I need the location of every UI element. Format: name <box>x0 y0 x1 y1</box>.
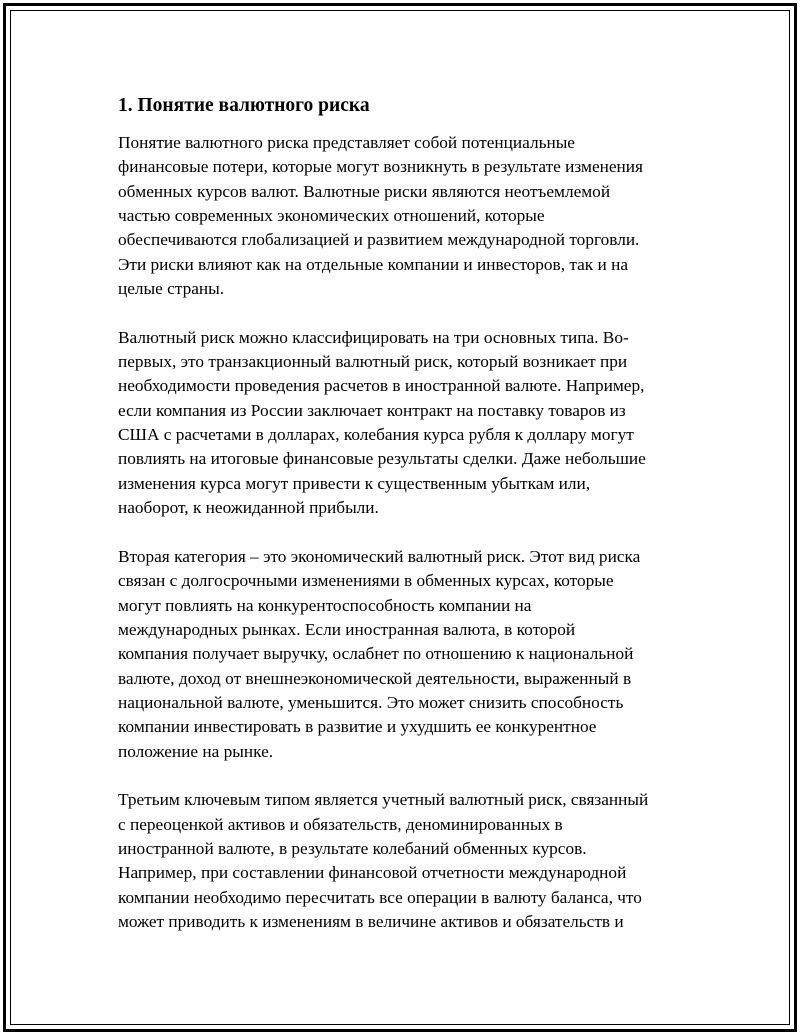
text-line: обменных курсов валют. Валютные риски являются неотъемлемой <box>118 181 611 201</box>
paragraph-1 <box>118 131 698 301</box>
text-line: изменения курса могут привести к существенным убыткам или, <box>118 473 591 493</box>
paragraph-2 <box>118 326 698 521</box>
text-line: связан с долгосрочными изменениями в обменных курсах, которые <box>118 571 614 591</box>
text-line: Третьим ключевым типом является учетный валютный риск, связанный <box>118 790 649 810</box>
section-heading: 1. Понятие валютного риска <box>118 95 370 116</box>
text-line: могут повлиять на конкурентоспособность компании на <box>118 595 532 615</box>
text-line: с переоценкой активов и обязательств, деноминированных в <box>118 814 563 834</box>
paragraph-4 <box>118 788 698 934</box>
text-line: национальной валюте, уменьшится. Это может снизить способность <box>118 692 624 712</box>
document-page <box>118 93 698 959</box>
text-line: обеспечиваются глобализацией и развитием международной торговли. <box>118 230 640 250</box>
text-line: Вторая категория – это экономический валютный риск. Этот вид риска <box>118 546 641 566</box>
text-line: Понятие валютного риска представляет собой потенциальные <box>118 133 575 152</box>
text-line: компании инвестировать в развитие и ухудшить ее конкурентное <box>118 717 597 737</box>
text-line: Валютный риск можно классифицировать на три основных типа. Во- <box>118 327 629 347</box>
text-line: компания получает выручку, ослабнет по отношению к национальной <box>118 644 634 664</box>
text-line: частью современных экономических отношений, которые <box>118 206 545 226</box>
text-line: США с расчетами в долларах, колебания курса рубля к доллару могут <box>118 425 634 445</box>
text-line: финансовые потери, которые могут возникнуть в результате изменения <box>118 157 643 177</box>
text-line: Эти риски влияют как на отдельные компании и инвесторов, так и на <box>118 254 628 274</box>
text-line: необходимости проведения расчетов в иностранной валюте. Например, <box>118 376 645 396</box>
text-line: если компания из России заключает контракт на поставку товаров из <box>118 400 626 420</box>
text-line: целые страны. <box>118 279 225 299</box>
text-line: может приводить к изменениям в величине активов и обязательств и <box>118 912 624 931</box>
text-line: иностранной валюте, в результате колебаний обменных курсов. <box>118 838 587 858</box>
text-line: наоборот, к неожиданной прибыли. <box>118 498 379 518</box>
text-line: Например, при составлении финансовой отчетности международной <box>118 863 627 883</box>
text-line: валюте, доход от внешнеэкономической деятельности, выраженный в <box>118 668 632 688</box>
text-line: международных рынках. Если иностранная валюта, в которой <box>118 619 576 639</box>
text-line: повлиять на итоговые финансовые результаты сделки. Даже небольшие <box>118 449 646 469</box>
text-line: положение на рынке. <box>118 741 274 761</box>
text-line: первых, это транзакционный валютный риск, который возникает при <box>118 352 628 372</box>
text-line: компании необходимо пересчитать все операции в валюту баланса, что <box>118 887 642 907</box>
paragraph-3 <box>118 545 698 764</box>
